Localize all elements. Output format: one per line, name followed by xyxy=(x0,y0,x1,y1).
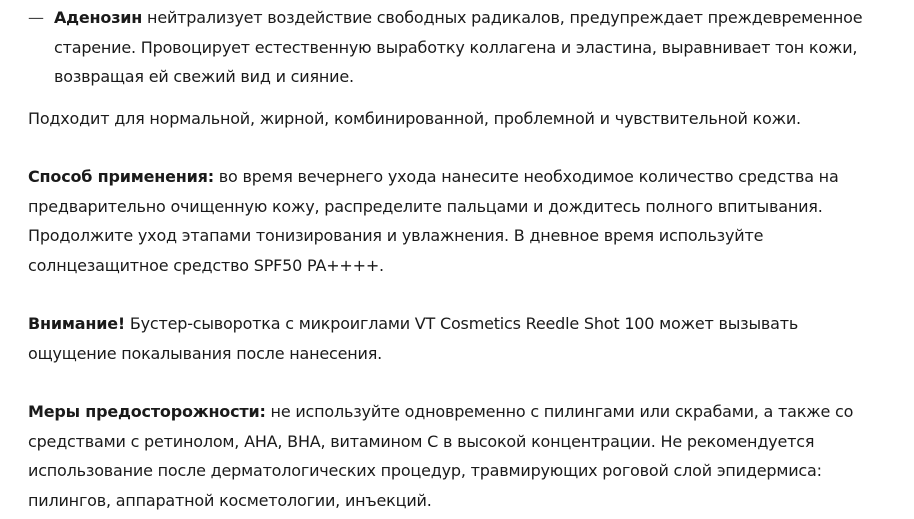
warning-paragraph xyxy=(28,309,888,368)
skin-types-paragraph xyxy=(28,104,888,134)
usage-text: во время вечернего ухода нанесите необходимое количество средства на предварительно очищенную кожу, распределите пальцами и дождитесь полного впитывания. Продолжите уход этапами тонизирования и увлажнения. В дневное время используйте солнцезащитное средство SPF50 PA++++. xyxy=(28,167,839,275)
precautions-paragraph xyxy=(28,397,888,515)
precautions-label: Меры предосторожности: xyxy=(28,402,266,421)
skin-types-text: Подходит для нормальной, жирной, комбинированной, проблемной и чувствительной кожи. xyxy=(28,108,801,128)
product-description xyxy=(0,3,888,515)
usage-label: Способ применения: xyxy=(28,167,214,186)
precautions-text: не используйте одновременно с пилингами или скрабами, а также со средствами с ретинолом, AHA, BHA, витамином С в высокой концентрации. Не рекомендуется использование после дерматологических процедур, травмирующих роговой слой эпидермиса: пилингов, аппаратной косметологии, инъекций. xyxy=(28,402,854,510)
warning-label: Внимание! xyxy=(28,314,125,333)
warning-text: Бустер-сыворотка с микроиглами VT Cosmetics Reedle Shot 100 может вызывать ощущение покалывания после нанесения. xyxy=(28,314,799,363)
ingredient-name: Аденозин xyxy=(54,8,143,27)
ingredient-description: нейтрализует воздействие свободных радикалов, предупреждает преждевременное старение. Провоцирует естественную выработку коллагена и эластина, выравнивает тон кожи, возвращая ей свежий вид и сияние. xyxy=(54,8,863,86)
usage-paragraph xyxy=(28,162,888,280)
list-dash: — xyxy=(28,8,44,27)
list-item-adenosine xyxy=(28,3,888,92)
